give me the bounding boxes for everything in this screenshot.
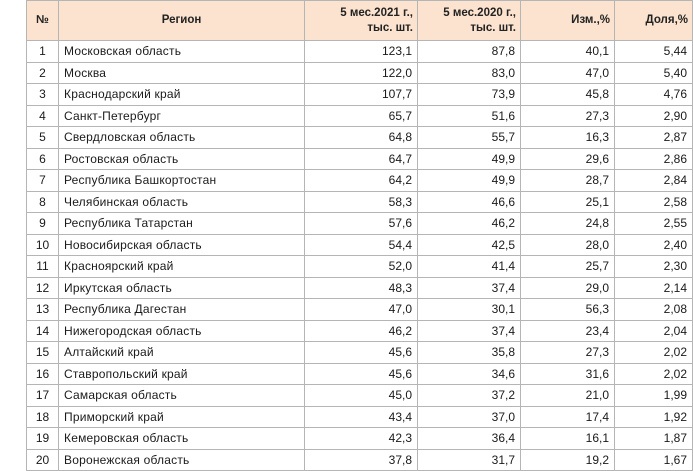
row-share: 2,90	[615, 105, 693, 127]
row-y2021: 64,8	[305, 127, 418, 149]
row-y2020: 49,9	[418, 148, 521, 170]
row-region: Санкт-Петербург	[59, 105, 305, 127]
table-row	[27, 428, 693, 450]
row-y2021: 37,8	[305, 449, 418, 471]
row-region: Республика Дагестан	[59, 299, 305, 321]
row-share: 2,87	[615, 127, 693, 149]
table-row	[27, 84, 693, 106]
row-share: 5,40	[615, 62, 693, 84]
row-region: Красноярский край	[59, 256, 305, 278]
row-num: 2	[27, 62, 59, 84]
row-num: 17	[27, 385, 59, 407]
row-y2021: 42,3	[305, 428, 418, 450]
row-change: 28,0	[521, 234, 615, 256]
row-share: 1,92	[615, 406, 693, 428]
row-share: 2,84	[615, 170, 693, 192]
row-change: 31,6	[521, 363, 615, 385]
row-num: 11	[27, 256, 59, 278]
header-change: Изм.,%	[521, 1, 615, 41]
header-region: Регион	[59, 1, 305, 41]
row-num: 13	[27, 299, 59, 321]
row-num: 19	[27, 428, 59, 450]
row-y2021: 48,3	[305, 277, 418, 299]
row-y2021: 45,6	[305, 342, 418, 364]
row-change: 47,0	[521, 62, 615, 84]
row-y2020: 37,2	[418, 385, 521, 407]
row-y2020: 73,9	[418, 84, 521, 106]
row-y2020: 83,0	[418, 62, 521, 84]
row-region: Свердловская область	[59, 127, 305, 149]
row-y2020: 55,7	[418, 127, 521, 149]
row-region: Республика Башкортостан	[59, 170, 305, 192]
row-region: Челябинская область	[59, 191, 305, 213]
row-num: 5	[27, 127, 59, 149]
row-y2021: 65,7	[305, 105, 418, 127]
row-region: Самарская область	[59, 385, 305, 407]
row-num: 12	[27, 277, 59, 299]
row-y2020: 41,4	[418, 256, 521, 278]
row-y2020: 37,4	[418, 320, 521, 342]
row-region: Новосибирская область	[59, 234, 305, 256]
row-y2020: 30,1	[418, 299, 521, 321]
row-change: 29,6	[521, 148, 615, 170]
row-share: 1,99	[615, 385, 693, 407]
table-row	[27, 342, 693, 364]
table-row	[27, 213, 693, 235]
row-y2021: 123,1	[305, 41, 418, 63]
row-num: 6	[27, 148, 59, 170]
table-row	[27, 320, 693, 342]
table-row	[27, 299, 693, 321]
row-share: 4,76	[615, 84, 693, 106]
row-region: Ставропольский край	[59, 363, 305, 385]
row-y2020: 46,2	[418, 213, 521, 235]
row-change: 16,3	[521, 127, 615, 149]
row-share: 2,30	[615, 256, 693, 278]
table-header	[27, 1, 693, 41]
table-row	[27, 256, 693, 278]
row-share: 2,04	[615, 320, 693, 342]
header-share: Доля,%	[615, 1, 693, 41]
row-y2021: 122,0	[305, 62, 418, 84]
table-row	[27, 127, 693, 149]
row-change: 25,7	[521, 256, 615, 278]
row-share: 5,44	[615, 41, 693, 63]
row-y2020: 49,9	[418, 170, 521, 192]
row-y2021: 52,0	[305, 256, 418, 278]
row-change: 56,3	[521, 299, 615, 321]
row-region: Приморский край	[59, 406, 305, 428]
row-region: Иркутская область	[59, 277, 305, 299]
row-y2020: 34,6	[418, 363, 521, 385]
row-y2020: 37,0	[418, 406, 521, 428]
header-y2020-line2: тыс. шт.	[470, 21, 516, 34]
header-y2021-line1: 5 мес.2021 г.,	[340, 6, 413, 19]
table-row	[27, 385, 693, 407]
row-region: Кемеровская область	[59, 428, 305, 450]
table-row	[27, 41, 693, 63]
row-y2020: 36,4	[418, 428, 521, 450]
row-share: 2,08	[615, 299, 693, 321]
row-change: 21,0	[521, 385, 615, 407]
row-y2021: 107,7	[305, 84, 418, 106]
row-region: Москва	[59, 62, 305, 84]
row-y2021: 45,0	[305, 385, 418, 407]
row-change: 27,3	[521, 342, 615, 364]
row-y2021: 58,3	[305, 191, 418, 213]
row-change: 27,3	[521, 105, 615, 127]
row-y2020: 37,4	[418, 277, 521, 299]
header-num: №	[27, 1, 59, 41]
row-y2020: 42,5	[418, 234, 521, 256]
row-change: 17,4	[521, 406, 615, 428]
row-change: 16,1	[521, 428, 615, 450]
row-region: Воронежская область	[59, 449, 305, 471]
row-share: 2,40	[615, 234, 693, 256]
table-row	[27, 62, 693, 84]
header-y2020-line1: 5 мес.2020 г.,	[443, 6, 516, 19]
row-change: 25,1	[521, 191, 615, 213]
row-num: 7	[27, 170, 59, 192]
header-y2021-line2: тыс. шт.	[367, 21, 413, 34]
row-change: 28,7	[521, 170, 615, 192]
row-region: Краснодарский край	[59, 84, 305, 106]
row-num: 18	[27, 406, 59, 428]
row-num: 3	[27, 84, 59, 106]
header-y2020	[418, 1, 521, 41]
table-row	[27, 363, 693, 385]
row-num: 20	[27, 449, 59, 471]
table-row	[27, 170, 693, 192]
row-change: 24,8	[521, 213, 615, 235]
row-y2021: 43,4	[305, 406, 418, 428]
row-share: 2,02	[615, 363, 693, 385]
row-y2021: 64,7	[305, 148, 418, 170]
row-num: 4	[27, 105, 59, 127]
row-region: Нижегородская область	[59, 320, 305, 342]
table-row	[27, 191, 693, 213]
row-y2021: 57,6	[305, 213, 418, 235]
row-share: 2,86	[615, 148, 693, 170]
row-region: Алтайский край	[59, 342, 305, 364]
row-num: 10	[27, 234, 59, 256]
row-share: 1,87	[615, 428, 693, 450]
row-change: 40,1	[521, 41, 615, 63]
row-num: 9	[27, 213, 59, 235]
table-row	[27, 277, 693, 299]
row-change: 29,0	[521, 277, 615, 299]
row-region: Ростовская область	[59, 148, 305, 170]
row-share: 2,58	[615, 191, 693, 213]
row-y2020: 87,8	[418, 41, 521, 63]
table-row	[27, 234, 693, 256]
row-share: 2,14	[615, 277, 693, 299]
row-num: 1	[27, 41, 59, 63]
row-num: 16	[27, 363, 59, 385]
header-y2021	[305, 1, 418, 41]
row-y2020: 35,8	[418, 342, 521, 364]
row-share: 2,55	[615, 213, 693, 235]
row-y2021: 64,2	[305, 170, 418, 192]
header-row	[27, 1, 693, 41]
row-num: 14	[27, 320, 59, 342]
row-change: 19,2	[521, 449, 615, 471]
row-y2020: 46,6	[418, 191, 521, 213]
row-region: Республика Татарстан	[59, 213, 305, 235]
row-share: 1,67	[615, 449, 693, 471]
table-row	[27, 406, 693, 428]
table-row	[27, 105, 693, 127]
table-row	[27, 148, 693, 170]
table-row	[27, 449, 693, 471]
row-y2021: 45,6	[305, 363, 418, 385]
row-change: 45,8	[521, 84, 615, 106]
row-y2020: 51,6	[418, 105, 521, 127]
row-y2021: 54,4	[305, 234, 418, 256]
row-region: Московская область	[59, 41, 305, 63]
row-y2020: 31,7	[418, 449, 521, 471]
row-y2021: 46,2	[305, 320, 418, 342]
row-num: 15	[27, 342, 59, 364]
row-y2021: 47,0	[305, 299, 418, 321]
row-change: 23,4	[521, 320, 615, 342]
regions-table	[26, 0, 693, 471]
row-num: 8	[27, 191, 59, 213]
table-body	[27, 41, 693, 471]
row-share: 2,02	[615, 342, 693, 364]
